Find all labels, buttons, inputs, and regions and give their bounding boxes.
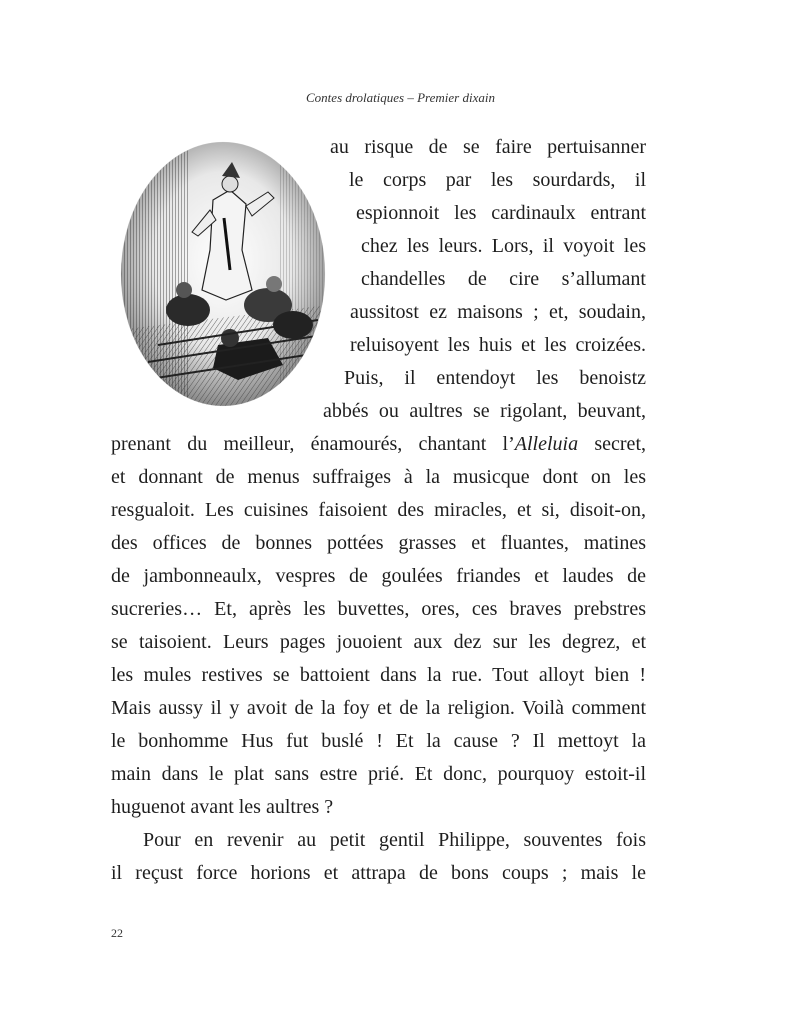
running-head: Contes drolatiques – Premier dixain: [306, 90, 495, 105]
text-line: Puis, il entendoyt les benoistz: [344, 367, 646, 389]
text-line: chandelles de cire s’allumant: [361, 268, 646, 290]
text-line: chez les leurs. Lors, il voyoit les: [361, 235, 646, 257]
text-line: reluisoyent les huis et les croizées.: [350, 334, 646, 356]
text-line: le corps par les sourdards, il: [349, 169, 646, 191]
text-line: main dans le plat sans estre prié. Et donc, pourquoy estoit-il: [111, 763, 646, 785]
text-line: resgualoit. Les cuisines faisoient des miracles, et si, disoit-on,: [111, 499, 646, 521]
text-line: le bonhomme Hus fut buslé ! Et la cause ? Il mettoyt la: [111, 730, 646, 752]
italic-text: Alleluia: [514, 433, 579, 455]
text-line: espionnoit les cardinaulx entrant: [356, 202, 646, 224]
text-line: de jambonneaulx, vespres de goulées friandes et laudes de: [111, 565, 646, 587]
text-line: au risque de se faire pertuisanner: [330, 136, 646, 158]
text-line: Pour en revenir au petit gentil Philippe, souventes fois: [143, 829, 646, 851]
text-line: et donnant de menus suffraiges à la musicque dont on les: [111, 466, 646, 488]
page-number: 22: [111, 926, 123, 940]
text-line: sucreries… Et, après les buvettes, ores, ces braves prebstres: [111, 598, 646, 620]
text-line: huguenot avant les aultres ?: [111, 796, 334, 818]
text-line: il reçust force horions et attrapa de bons coups ; mais le: [111, 862, 646, 884]
text-segment: secret,: [578, 433, 646, 455]
text-line: des offices de bonnes pottées grasses et fluantes, matines: [111, 532, 646, 554]
text-line: Mais aussy il y avoit de la foy et de la religion. Voilà comment: [111, 697, 646, 719]
text-line: [111, 428, 646, 460]
text-line: aussitost ez maisons ; et, soudain,: [350, 301, 646, 323]
text-line: abbés ou aultres se rigolant, beuvant,: [323, 400, 646, 422]
engraving-illustration: [118, 140, 328, 408]
text-segment: prenant du meilleur, énamourés, chantant l’: [111, 433, 515, 455]
text-line: les mules restives se battoient dans la rue. Tout alloyt bien !: [111, 664, 646, 686]
text-line: se taisoient. Leurs pages jouoient aux dez sur les degrez, et: [111, 631, 646, 653]
